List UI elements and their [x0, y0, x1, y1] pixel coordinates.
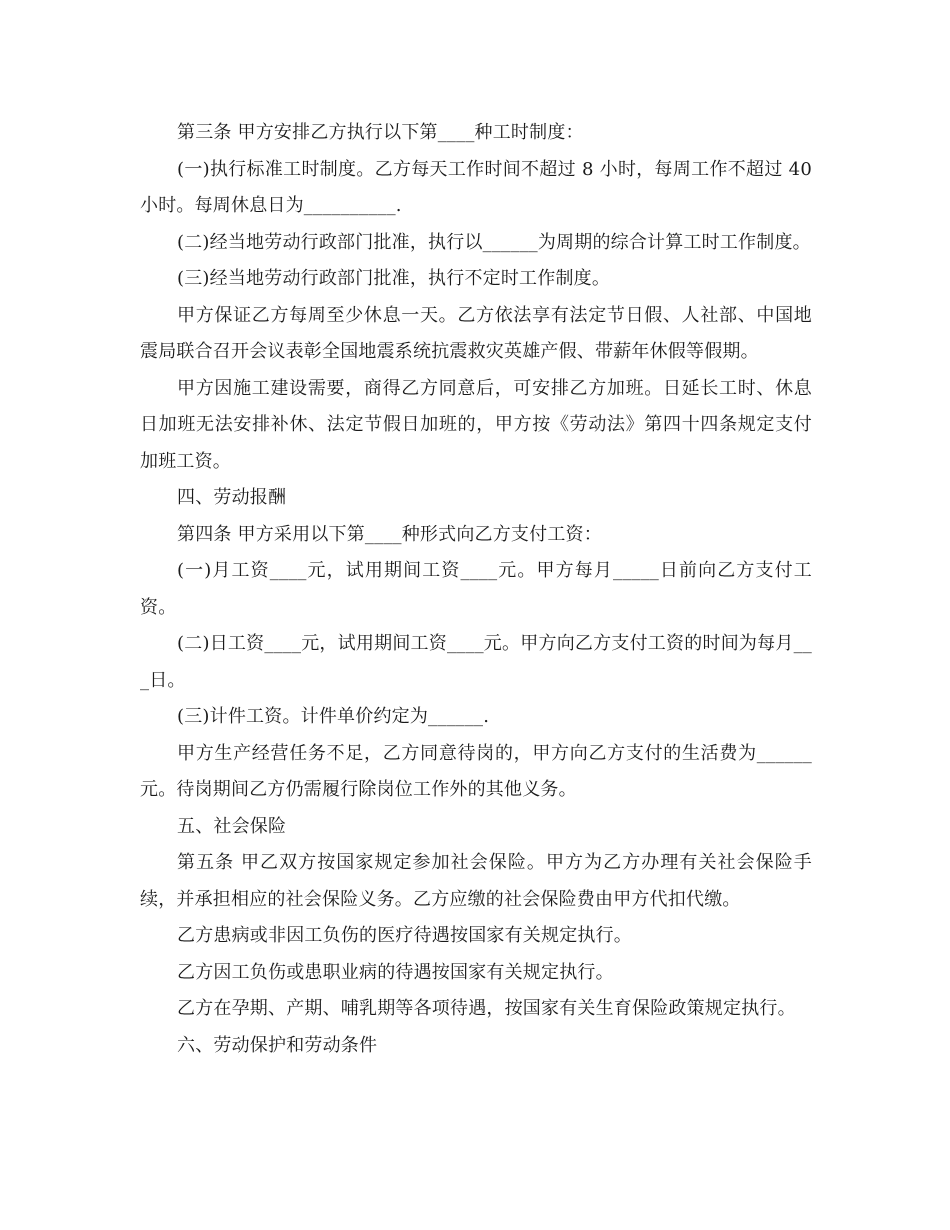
section-4-heading: 四、劳动报酬: [177, 487, 287, 508]
clause-3-item-3: (三)经当地劳动行政部门批准，执行不定时工作制度。: [177, 268, 611, 289]
section-5-heading: 五、社会保险: [177, 815, 287, 837]
document-body: [140, 115, 818, 1064]
rest-days-paragraph: 甲方保证乙方每周至少休息一天。乙方依法享有法定节日假、人社部、中国地震局联合召开会议表彰全国地震系统抗震救灾英雄产假、带薪年休假等假期。: [140, 304, 812, 362]
clause-4-heading: 第四条 甲方采用以下第____种形式向乙方支付工资：: [177, 523, 602, 545]
clause-4-item-1: (一)月工资____元，试用期间工资____元。甲方每月_____日前向乙方支付工资。: [140, 560, 812, 618]
clause-4-item-2: (二)日工资____元，试用期间工资____元。甲方向乙方支付工资的时间为每月___日。: [140, 633, 812, 691]
illness-paragraph: 乙方患病或非因工负伤的医疗待遇按国家有关规定执行。: [177, 925, 632, 946]
overtime-paragraph: 甲方因施工建设需要，商得乙方同意后，可安排乙方加班。日延长工时、休息日加班无法安排补休、法定节假日加班的，甲方按《劳动法》第四十四条规定支付加班工资。: [140, 377, 812, 472]
section-6-heading: 六、劳动保护和劳动条件: [177, 1034, 378, 1056]
maternity-paragraph: 乙方在孕期、产期、哺乳期等各项待遇，按国家有关生育保险政策规定执行。: [177, 998, 796, 1019]
standby-paragraph: 甲方生产经营任务不足，乙方同意待岗的，甲方向乙方支付的生活费为______元。待岗期间乙方仍需履行除岗位工作外的其他义务。: [140, 742, 812, 800]
clause-3-item-1: (一)执行标准工时制度。乙方每天工作时间不超过 8 小时，每周工作不超过 40 小时。每周休息日为__________.: [140, 158, 818, 216]
clause-3-item-2: (二)经当地劳动行政部门批准，执行以______为周期的综合计算工时工作制度。: [177, 231, 811, 253]
injury-paragraph: 乙方因工负伤或患职业病的待遇按国家有关规定执行。: [177, 961, 614, 983]
clause-4-item-3: (三)计件工资。计件单价约定为______.: [177, 706, 490, 727]
clause-5-paragraph: 第五条 甲乙双方按国家规定参加社会保险。甲方为乙方办理有关社会保险手续，并承担相应的社会保险义务。乙方应缴的社会保险费由甲方代扣代缴。: [140, 852, 812, 910]
clause-3-heading: 第三条 甲方安排乙方执行以下第____种工时制度：: [177, 122, 584, 143]
